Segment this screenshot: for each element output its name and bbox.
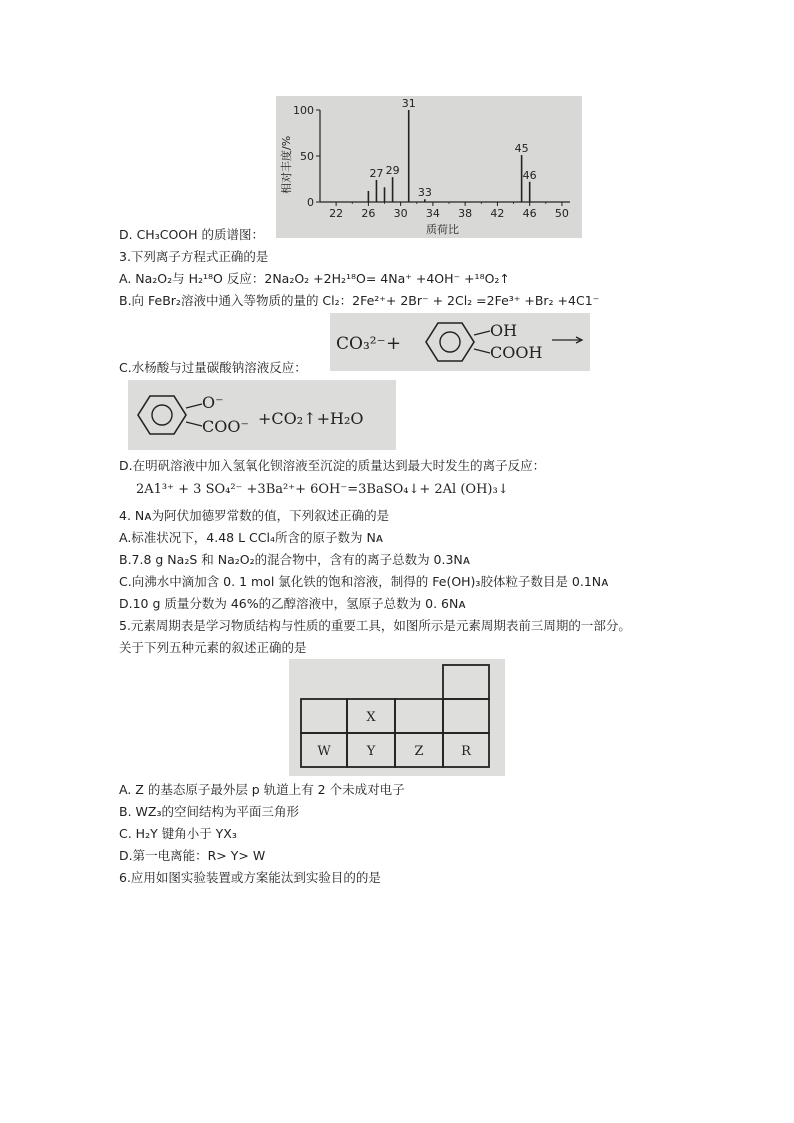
question-5-option-d: D.第一电离能：R> Y> W [119,848,266,863]
question-6: 6.应用如图实验装置或方案能汰到实验目的的是 [119,870,381,885]
question-4-option-a: A.标准状况下，4.48 L CCl₄所含的原子数为 Nᴀ [119,530,384,545]
question-4-option-c: C.向沸水中滴加含 0. 1 mol 氯化铁的饱和溶液，制得的 Fe(OH)₃胶体粒子数目是 0.1Nᴀ [119,574,609,589]
question-5-option-c: C. H₂Y 键角小于 YX₃ [119,826,237,841]
peak-label: 45 [514,142,529,156]
y-tick-label: 100 [293,104,314,117]
periodic-table-figure [289,659,505,776]
x-tick-label: 26 [361,207,376,220]
x-tick-label: 46 [522,207,537,220]
element-y: Y [366,744,376,759]
peak-label: 31 [401,97,416,110]
y-tick-label: 50 [300,150,314,163]
question-4: 4. Nᴀ为阿伏加德罗常数的值，下列叙述正确的是 [119,508,390,523]
x-tick-label: 22 [329,207,344,220]
question-3-option-a: A. Na₂O₂与 H₂¹⁸O 反应：2Na₂O₂ +2H₂¹⁸O= 4Na⁺ +4OH⁻ +¹⁸O₂↑ [119,271,510,286]
benzene-ring-icon [138,396,186,434]
mass-spectrum-chart [276,96,582,238]
question-5-option-a: A. Z 的基态原子最外层 p 轨道上有 2 个未成对电子 [119,782,405,797]
element-x: X [366,710,376,725]
plus-sign: + [386,333,402,354]
peak-label: 33 [417,186,432,200]
peak-label: 29 [385,164,400,178]
y-axis-label: 相对丰度/% [280,135,293,194]
x-tick-label: 50 [554,207,569,220]
x-tick-label: 42 [490,207,505,220]
carboxylate-group: COO⁻ [202,417,249,436]
y-tick-label: 0 [307,196,314,209]
element-w: W [317,744,331,759]
salicylate-product-figure [128,380,396,450]
question-5-stem: 关于下列五种元素的叙述正确的是 [119,640,307,655]
question-3-option-d-equation: 2A1³⁺ + 3 SO₄²⁻ +3Ba²⁺+ 6OH⁻=3BaSO₄↓+ 2Al (OH)₃↓ [136,482,509,497]
element-r: R [461,744,471,759]
salicylic-reactant-figure [330,313,590,371]
element-z: Z [414,744,424,759]
benzene-ring-icon [426,323,474,361]
carbonate-ion: CO₃²⁻ [336,334,386,354]
question-3-option-d: D.在明矾溶液中加入氢氧化钡溶液至沉淀的质量达到最大时发生的离子反应： [119,458,546,473]
question-3: 3.下列离子方程式正确的是 [119,249,269,264]
question-3-option-b: B.向 FeBr₂溶液中通入等物质的量的 Cl₂：2Fe²⁺+ 2Br⁻ + 2Cl₂ =2Fe³⁺ +Br₂ +4C1⁻ [119,293,600,308]
reaction-products: +CO₂↑+H₂O [258,409,364,428]
x-tick-label: 34 [425,207,440,220]
hydroxyl-group: OH [490,321,518,340]
option-d-mass-spec: D. CH₃COOH 的质谱图： [119,227,264,242]
question-4-option-b: B.7.8 g Na₂S 和 Na₂O₂的混合物中，含有的离子总数为 0.3Nᴀ [119,552,471,567]
x-tick-label: 30 [393,207,408,220]
x-tick-label: 38 [458,207,473,220]
mass-spectrum-figure [276,96,582,238]
peak-label: 46 [522,168,537,182]
phenoxide-group: O⁻ [202,393,224,412]
question-3-option-c: C.水杨酸与过量碳酸钠溶液反应： [119,360,307,375]
question-4-option-d: D.10 g 质量分数为 46%的乙醇溶液中，氢原子总数为 0. 6Nᴀ [119,596,466,611]
peak-label: 27 [369,166,384,180]
question-5-option-b: B. WZ₃的空间结构为平面三角形 [119,804,299,819]
question-5: 5.元素周期表是学习物质结构与性质的重要工具，如图所示是元素周期表前三周期的一部分。 [119,618,631,633]
x-axis-label: 质荷比 [426,223,459,236]
carboxyl-group: COOH [490,343,543,362]
